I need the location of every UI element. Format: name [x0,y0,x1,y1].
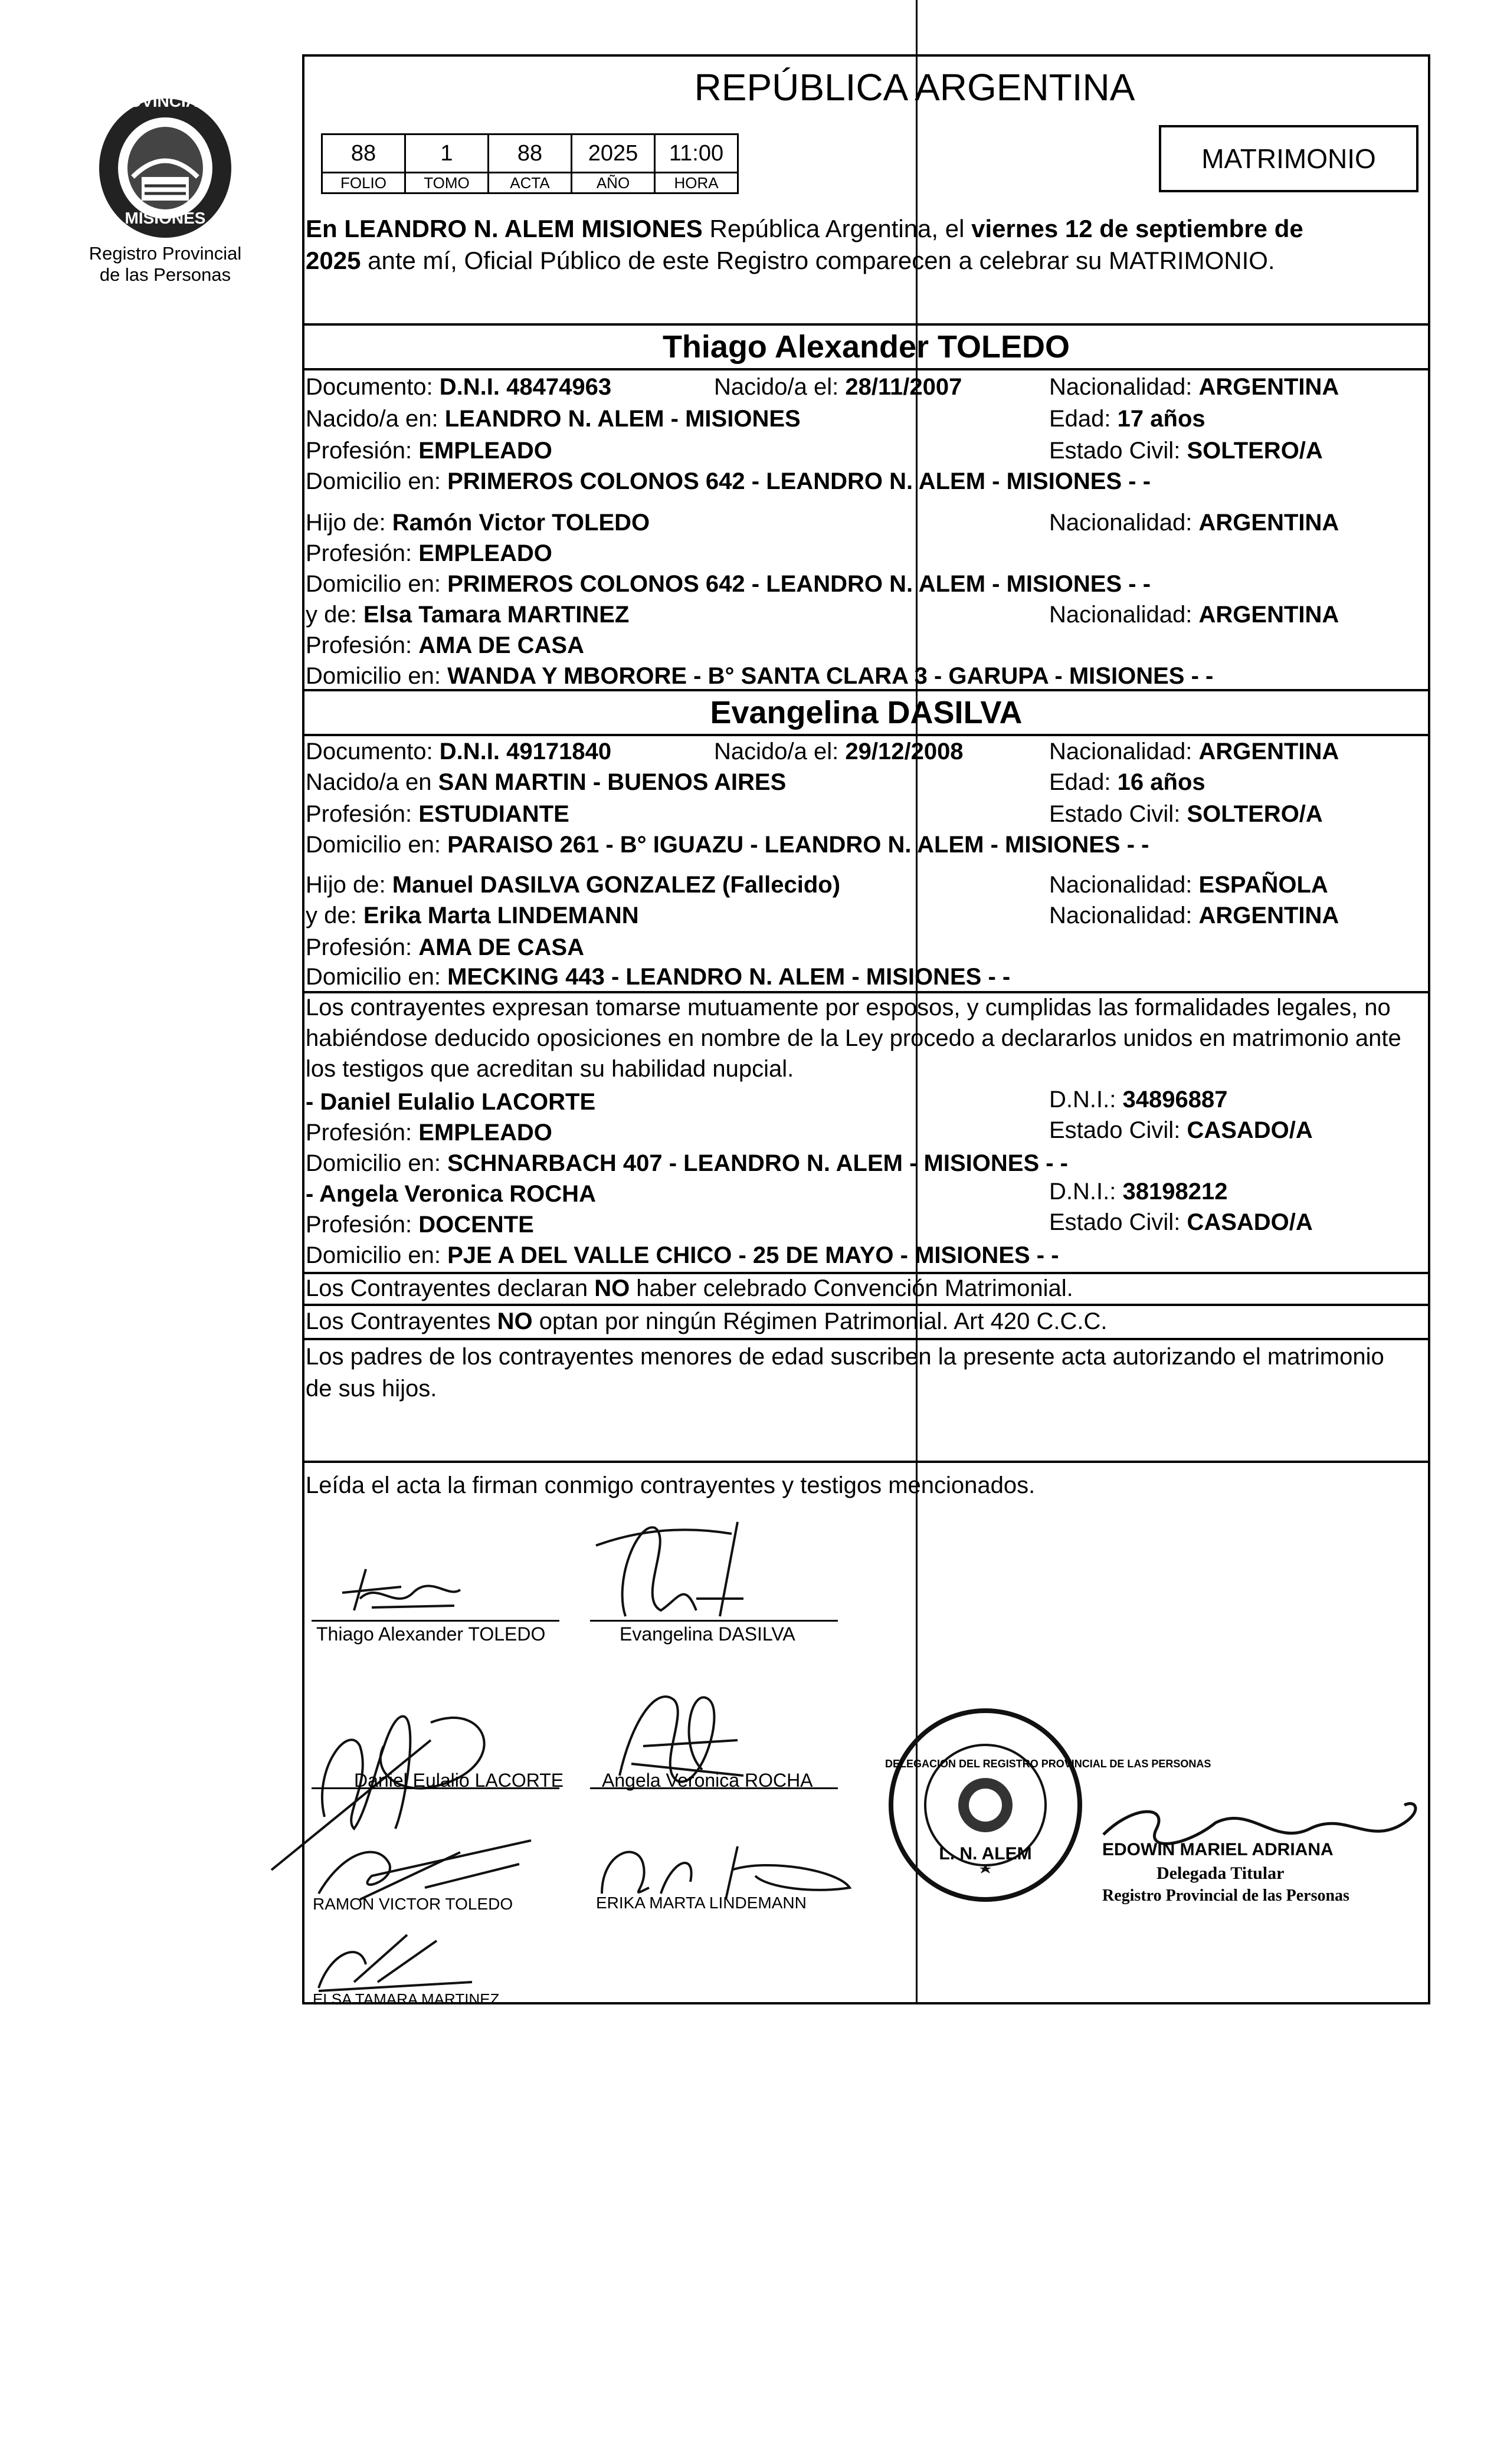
closing-statement: Leída el acta la firman conmigo contrayentes y testigos mencionados. [306,1472,1036,1498]
signature-caption-6: ERIKA MARTA LINDEMANN [596,1894,807,1912]
tomo-label: TOMO [405,173,489,193]
spouse2-age: Edad: 16 años [1049,769,1205,795]
signature-line [590,1620,838,1622]
spouse1-mother-address: Domicilio en: WANDA Y MBORORE - B° SANTA CLARA 3 - GARUPA - MISIONES - - [306,663,1214,689]
witness2-civil-status: Estado Civil: CASADO/A [1049,1209,1313,1235]
witness2-name: - Angela Veronica ROCHA [306,1181,596,1207]
spouse1-father-profession: Profesión: EMPLEADO [306,540,552,566]
divider [302,1461,1430,1463]
spouse1-father-address: Domicilio en: PRIMEROS COLONOS 642 - LEANDRO N. ALEM - MISIONES - - [306,571,1151,597]
spouse2-mother: y de: Erika Marta LINDEMANN [306,903,639,928]
signature-elsa-icon [307,1917,484,2000]
seal-icon [885,1705,1211,1905]
witness1-profession: Profesión: EMPLEADO [306,1120,552,1146]
crest-text-top: PROVINCIA DE [106,92,225,110]
clause-convention: Los Contrayentes declaran NO haber celebrado Convención Matrimonial. [306,1275,1073,1301]
signature-caption-5: RAMON VICTOR TOLEDO [313,1895,513,1913]
declaration-line-2: habiéndose deducido oposiciones en nombre de la Ley procedo a declararlos unidos en matrimonio ante [306,1025,1401,1051]
spouse2-civil-status: Estado Civil: SOLTERO/A [1049,801,1323,827]
declaration-line-3: los testigos que acreditan su habilidad nupcial. [306,1056,794,1082]
spouse1-name: Thiago Alexander TOLEDO [662,329,1070,365]
witness2-dni: D.N.I.: 38198212 [1049,1179,1228,1205]
acta-value: 88 [489,134,572,173]
spouse2-birthplace: Nacido/a en SAN MARTIN - BUENOS AIRES [306,769,787,795]
official-seal [885,1705,1211,1905]
spouse1-age: Edad: 17 años [1049,406,1205,432]
official-office: Registro Provincial de las Personas [1102,1886,1349,1905]
seal-center-text: L. N. ALEM [939,1844,1032,1863]
signature-caption-3: Daniel Eulalio LACORTE [354,1770,564,1791]
official-title: Delegada Titular [1157,1863,1285,1883]
signature-ramon-icon [307,1829,555,1905]
signature-caption-7: ELSA TAMARA MARTINEZ [313,1990,500,2008]
signature-caption-4: Angela Veronica ROCHA [602,1770,813,1791]
witness1-address: Domicilio en: SCHNARBACH 407 - LEANDRO N. ALEM - MISIONES - - [306,1150,1068,1176]
spouse2-mother-nationality: Nacionalidad: ARGENTINA [1049,903,1339,928]
registry-name: Registro Provincial de las Personas [89,243,242,285]
spouse2-father: Hijo de: Manuel DASILVA GONZALEZ (Fallecido) [306,872,841,898]
intro-line-2: 2025 ante mí, Oficial Público de este Registro comparecen a celebrar su MATRIMONIO. [306,247,1275,274]
folio-label: FOLIO [322,173,405,193]
tomo-value: 1 [405,134,489,173]
signature-thiago-icon [330,1557,472,1622]
anio-value: 2025 [572,134,655,173]
divider [302,1304,1430,1306]
acta-label: ACTA [489,173,572,193]
spouse2-father-nationality: Nacionalidad: ESPAÑOLA [1049,872,1328,898]
province-crest [89,88,242,242]
spouse1-birthplace: Nacido/a en: LEANDRO N. ALEM - MISIONES [306,406,801,432]
folio-value: 88 [322,134,405,173]
spouse1-profession: Profesión: EMPLEADO [306,438,552,464]
spouse1-address: Domicilio en: PRIMEROS COLONOS 642 - LEANDRO N. ALEM - MISIONES - - [306,468,1151,494]
spouse1-birth-date: Nacido/a el: 28/11/2007 [714,374,962,400]
witness1-civil-status: Estado Civil: CASADO/A [1049,1117,1313,1143]
register-table [321,133,739,194]
seal-ring-text: DELEGACION DEL REGISTRO PROVINCIAL DE LAS PERSONAS [885,1758,1211,1770]
signature-line [312,1620,559,1622]
spouse2-nationality: Nacionalidad: ARGENTINA [1049,739,1339,765]
anio-label: AÑO [572,173,655,193]
divider [302,368,1430,370]
divider [302,1338,1430,1340]
spouse1-document: Documento: D.N.I. 48474963 [306,374,612,400]
official-name: EDOWIN MARIEL ADRIANA [1102,1840,1334,1859]
divider [302,734,1430,736]
spouse1-father: Hijo de: Ramón Victor TOLEDO [306,510,650,536]
signature-caption-2: Evangelina DASILVA [620,1623,795,1645]
spouse2-name: Evangelina DASILVA [710,695,1023,730]
spouse1-mother-nationality: Nacionalidad: ARGENTINA [1049,602,1339,628]
crest-text-bottom: MISIONES [125,209,206,227]
act-type-box: MATRIMONIO [1159,125,1418,192]
spouse2-profession: Profesión: ESTUDIANTE [306,801,569,827]
intro-line-1: En LEANDRO N. ALEM MISIONES República Argentina, el viernes 12 de septiembre de [306,215,1303,242]
spouse1-nationality: Nacionalidad: ARGENTINA [1049,374,1339,400]
spouse1-civil-status: Estado Civil: SOLTERO/A [1049,438,1323,464]
witness2-profession: Profesión: DOCENTE [306,1212,534,1238]
spouse2-mother-profession: Profesión: AMA DE CASA [306,934,584,960]
divider [302,689,1430,691]
hora-value: 11:00 [655,134,738,173]
signature-evangelina-icon [590,1510,779,1628]
divider [302,323,1430,326]
spouse1-mother-profession: Profesión: AMA DE CASA [306,632,584,658]
clause-parents-line-2: de sus hijos. [306,1376,437,1402]
witness2-address: Domicilio en: PJE A DEL VALLE CHICO - 25 DE MAYO - MISIONES - - [306,1242,1059,1268]
declaration-line-1: Los contrayentes expresan tomarse mutuamente por esposos, y cumplidas las formalidades legales, no [306,995,1391,1021]
witness1-name: - Daniel Eulalio LACORTE [306,1089,596,1115]
spouse2-mother-address: Domicilio en: MECKING 443 - LEANDRO N. ALEM - MISIONES - - [306,964,1011,990]
spouse2-birth-date: Nacido/a el: 29/12/2008 [714,739,964,765]
clause-regime: Los Contrayentes NO optan por ningún Régimen Patrimonial. Art 420 C.C.C. [306,1308,1108,1334]
clause-parents-line-1: Los padres de los contrayentes menores de edad suscriben la presente acta autorizando el matrimonio [306,1344,1384,1370]
spouse1-mother: y de: Elsa Tamara MARTINEZ [306,602,630,628]
spouse1-father-nationality: Nacionalidad: ARGENTINA [1049,510,1339,536]
spouse2-document: Documento: D.N.I. 49171840 [306,739,612,765]
country-title: REPÚBLICA ARGENTINA [694,66,1135,109]
witness1-dni: D.N.I.: 34896887 [1049,1087,1228,1113]
spouse2-address: Domicilio en: PARAISO 261 - B° IGUAZU - LEANDRO N. ALEM - MISIONES - - [306,832,1149,858]
hora-label: HORA [655,173,738,193]
signature-caption-1: Thiago Alexander TOLEDO [316,1623,546,1645]
